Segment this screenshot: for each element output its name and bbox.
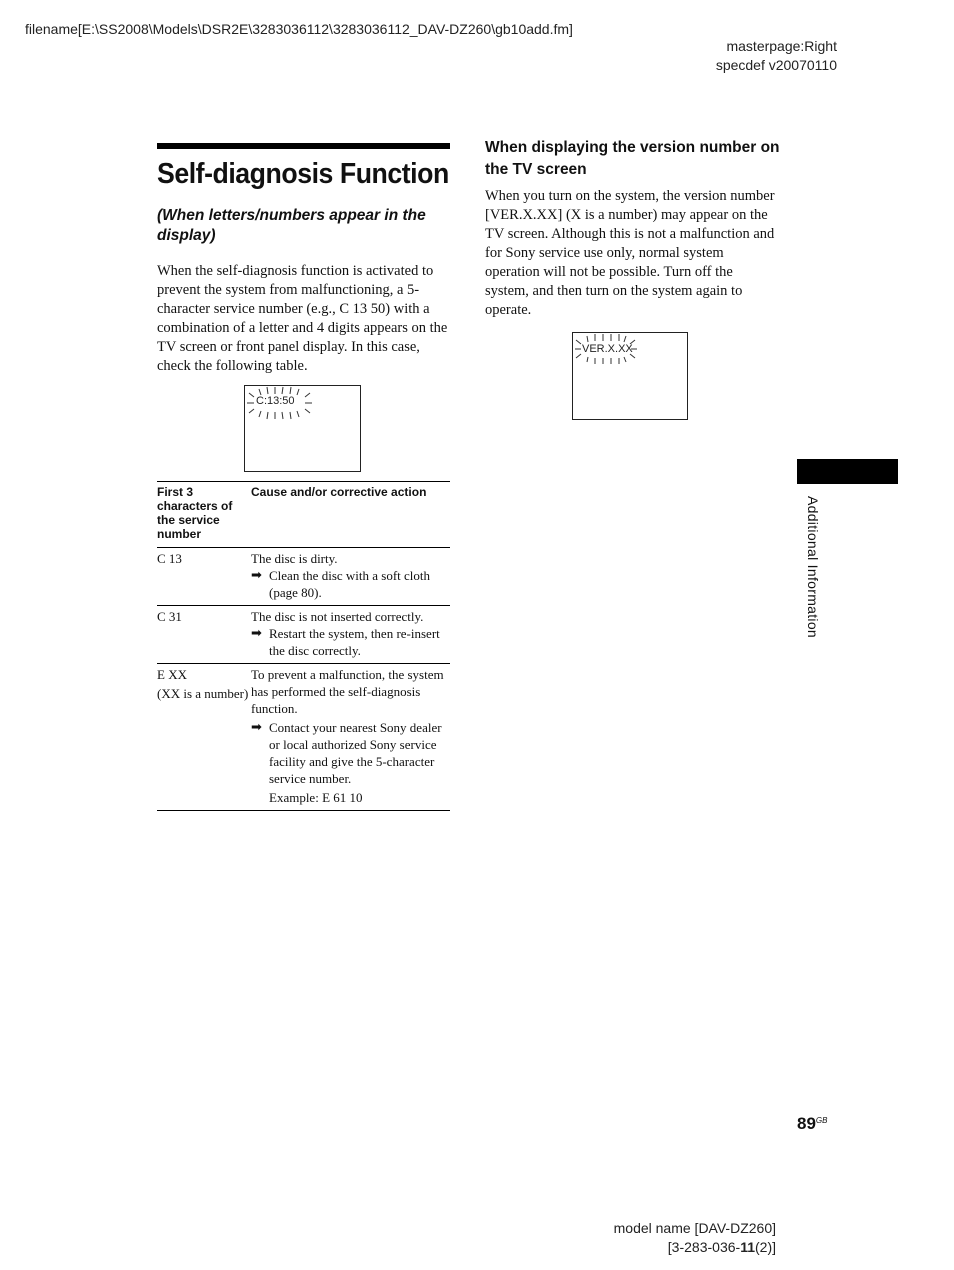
corrective-action bbox=[251, 567, 450, 601]
corrective-action bbox=[251, 719, 450, 787]
page-number-value: 89 bbox=[797, 1114, 816, 1133]
arrow-right-icon: ➡ bbox=[251, 720, 262, 735]
cause-text: To prevent a malfunction, the system has performed the self-diagnosis function. bbox=[251, 667, 444, 716]
header-filename: filename[E:\SS2008\Models\DSR2E\3283036112\3283036112_DAV-DZ260\gb10add.fm] bbox=[25, 21, 573, 37]
table-cell-code bbox=[157, 550, 251, 601]
table-cell-code bbox=[157, 666, 251, 806]
version-paragraph: When you turn on the system, the version number [VER.X.XX] (X is a number) may appear on the TV screen. Although this is not a malfunction and for Sony service use only, normal system operation will not be possible. Turn off the system, and then turn on the system again to operate. bbox=[485, 188, 775, 318]
footer-code-bold: 11 bbox=[740, 1239, 755, 1255]
table-header-cause: Cause and/or corrective action bbox=[251, 485, 427, 499]
intro-paragraph: When the self-diagnosis function is activated to prevent the system from malfunctioning, a 5-character service number (e.g., C 13 50) with a combination of a letter and 4 digits appears on the TV screen or front panel display. In this case, check the following table. bbox=[157, 263, 448, 374]
example-text: Example: E 61 10 bbox=[269, 790, 363, 805]
table-cell-cause bbox=[251, 666, 450, 806]
cause-text: The disc is dirty. bbox=[251, 551, 338, 566]
footer-code-suffix: (2)] bbox=[755, 1239, 776, 1255]
action-text: Restart the system, then re-insert the disc correctly. bbox=[269, 626, 440, 658]
arrow-right-icon: ➡ bbox=[251, 568, 262, 583]
section-tab-label: Additional Information bbox=[805, 496, 821, 639]
header-specdef: specdef v20070110 bbox=[715, 57, 837, 73]
table-header-code: First 3 characters of the service number bbox=[157, 485, 233, 541]
corrective-action bbox=[251, 625, 450, 659]
action-text: Contact your nearest Sony dealer or local authorized Sony service facility and give the 5-character service number. bbox=[269, 720, 442, 786]
diagnosis-table bbox=[157, 481, 450, 811]
header-masterpage: masterpage:Right bbox=[726, 38, 837, 54]
tv-screen-illustration bbox=[244, 385, 361, 472]
tv-screen-version-illustration bbox=[572, 332, 688, 420]
title-rule bbox=[157, 143, 450, 149]
table-cell-cause bbox=[251, 608, 450, 659]
page-number-suffix: GB bbox=[815, 1116, 828, 1125]
screen-version-number: VER.X.XX bbox=[582, 343, 633, 355]
footer-code-prefix: [3-283-036- bbox=[667, 1239, 741, 1255]
footer-model: model name [DAV-DZ260] bbox=[613, 1220, 776, 1236]
left-column bbox=[157, 143, 450, 376]
header-meta bbox=[716, 37, 837, 75]
screen-service-number: C:13:50 bbox=[256, 395, 295, 407]
table-row bbox=[157, 548, 450, 606]
service-code: E XX bbox=[157, 667, 187, 682]
cause-text: The disc is not inserted correctly. bbox=[251, 609, 424, 624]
arrow-right-icon: ➡ bbox=[251, 626, 262, 641]
footer-code bbox=[614, 1238, 776, 1257]
table-cell-cause bbox=[251, 550, 450, 601]
version-heading: When displaying the version number on the TV screen bbox=[485, 139, 780, 178]
footer bbox=[614, 1219, 776, 1257]
table-header bbox=[157, 482, 450, 548]
right-column bbox=[485, 137, 780, 320]
page-title: Self-diagnosis Function bbox=[157, 158, 449, 190]
action-text: Clean the disc with a soft cloth (page 80). bbox=[269, 568, 431, 600]
service-code-note: (XX is a number) bbox=[157, 686, 249, 701]
table-row bbox=[157, 606, 450, 664]
table-cell-code bbox=[157, 608, 251, 659]
table-row bbox=[157, 664, 450, 811]
page-number bbox=[797, 1114, 827, 1134]
section-tab-marker bbox=[797, 459, 898, 484]
service-code: C 31 bbox=[157, 609, 182, 624]
section-subtitle: (When letters/numbers appear in the display) bbox=[157, 207, 426, 244]
service-code: C 13 bbox=[157, 551, 182, 566]
